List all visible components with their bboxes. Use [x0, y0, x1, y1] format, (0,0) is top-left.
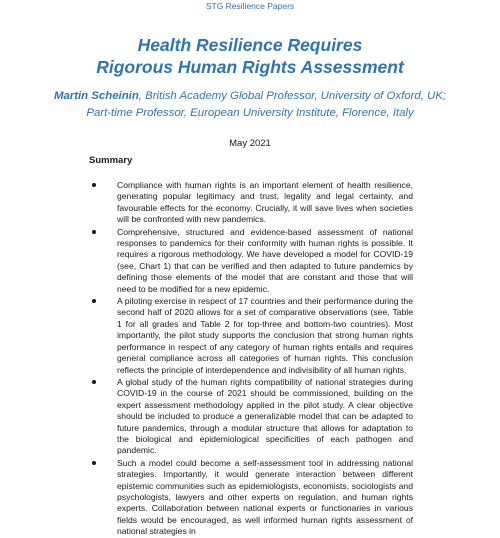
- summary-bullet: [0, 180, 500, 226]
- paper-title: [0, 34, 500, 78]
- author-block: [0, 88, 500, 122]
- summary-heading: Summary: [89, 155, 133, 166]
- summary-bullet-text: A global study of the human rights compatibility of national strategies during COVID-19 in the course of 2021 should be commissioned, building on the expert assessment methodology applied in the pilot study. A clear objective should be included to produce a generalizable model that can be adapted to future pandemics, through a modular structure that allows for adaptation to the biological and epidemiological specificities of each pathogen and pandemic.: [117, 376, 413, 456]
- bullet-icon: [92, 461, 96, 465]
- author-name: Martin Scheinin: [53, 90, 139, 102]
- bullet-icon: [92, 299, 96, 303]
- summary-bullet-text: Compliance with human rights is an important element of health resilience, generating popular legitimacy and trust, legality and legal certainty, and favourable effects for the economy. Crucially, it will save lives when societies will be confronted with new pandemics.: [117, 180, 413, 225]
- author-affiliation-2: Part-time Professor, European University Institute, Florence, Italy: [86, 107, 414, 119]
- author-line-1: [0, 88, 500, 105]
- title-line-1: Health Resilience Requires: [137, 35, 363, 55]
- bullet-icon: [92, 230, 96, 234]
- summary-bullet: [0, 296, 500, 376]
- summary-bullet: [0, 227, 500, 295]
- summary-bullet-list: [0, 180, 500, 538]
- series-header: STG Resilience Papers: [205, 1, 295, 11]
- author-affiliation-1: , British Academy Global Professor, University of Oxford, UK;: [138, 90, 447, 102]
- publication-date: May 2021: [229, 138, 271, 149]
- summary-bullet: [0, 377, 500, 457]
- summary-bullet: [0, 458, 500, 538]
- summary-bullet-text: A piloting exercise in respect of 17 countries and their performance during the second half of 2020 allows for a set of comparative observations (see, Table 1 for all grades and Table 2 for top-three and bottom-two countries). Most importantly, the pilot study supports the conclusion that strong human rights performance in respect of any category of human rights entails and requires general compliance across all categories of human rights. This conclusion reflects the principle of interdependence and indivisibility of all human rights.: [117, 296, 413, 375]
- summary-bullet-text: Such a model could become a self-assessment tool in addressing national strategies. Importantly, it would generate interaction between different epistemic communities such as epidemiologists, economists, sociologists and psychologists, lawyers and other experts on regulation, and human rights experts. Collaboration between national experts or functionaries in various fields would be encouraged, as well informed human rights assessment of national strategies in: [117, 457, 413, 537]
- title-line-2: Rigorous Human Rights Assessment: [96, 57, 404, 77]
- summary-bullet-text: Comprehensive, structured and evidence-based assessment of national responses to pandemics for their conformity with human rights is possible. It requires a rigorous methodology. We have developed a model for COVID-19 (see, Chart 1) that can be verified and then adapted to future pandemics by defining those elements of the model that are constant and those that will need to be modified for a new epidemic.: [117, 226, 413, 294]
- bullet-icon: [92, 380, 96, 384]
- bullet-icon: [92, 183, 96, 187]
